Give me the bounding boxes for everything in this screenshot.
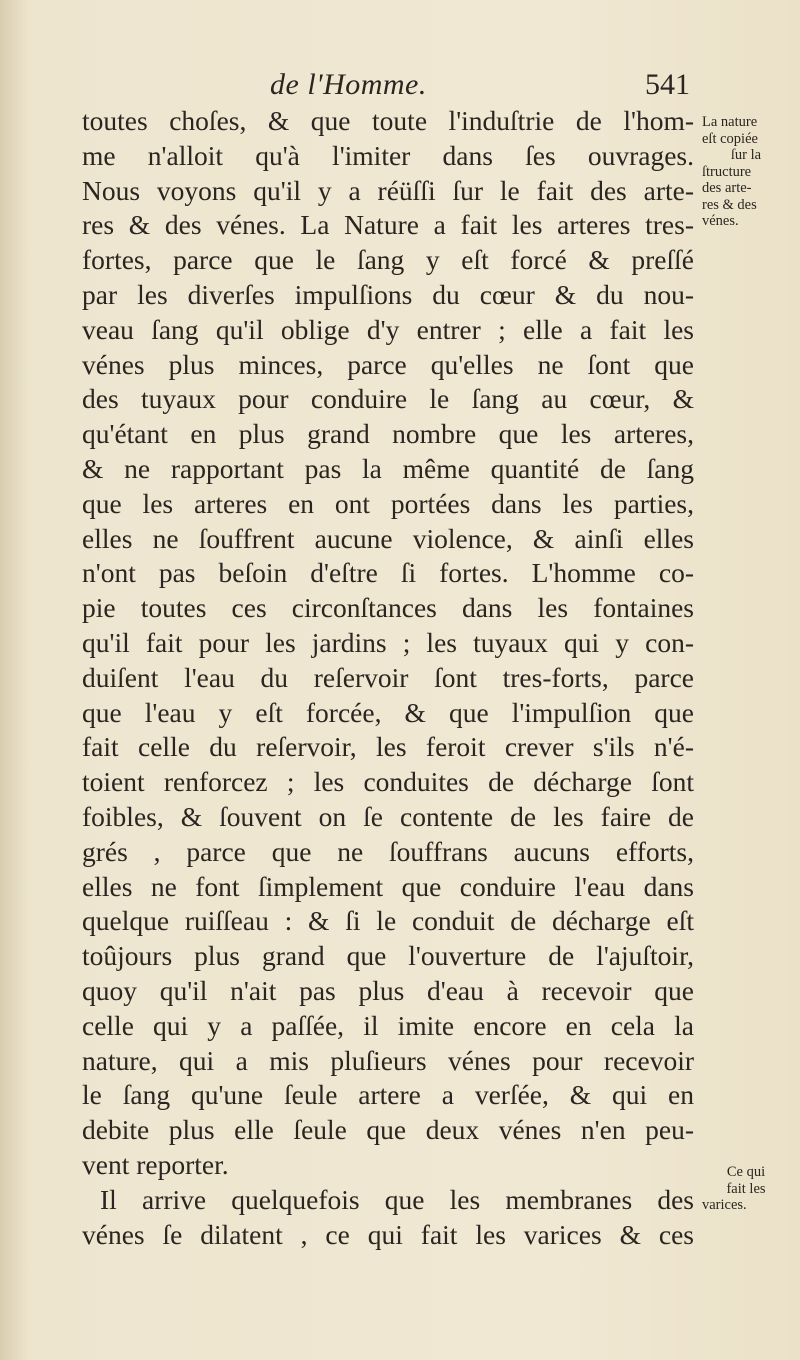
text-line: qu'étant en plus grand nombre que les arteres,: [82, 418, 694, 450]
page-number: 541: [645, 68, 690, 101]
text-line: nature, qui a mis pluſieurs vénes pour recevoir: [82, 1044, 694, 1076]
margin-note-line: ſur la: [730, 147, 762, 163]
margin-note-line: des arte-: [702, 180, 752, 196]
running-title: de l'Homme.: [270, 68, 427, 101]
text-line: que l'eau y eſt forcée, & que l'impulſion que: [82, 696, 694, 728]
margin-note-line: Ce qui: [726, 1164, 766, 1180]
text-line: fait celle du reſervoir, les feroit crever s'ils n'é-: [82, 731, 694, 763]
margin-note-line: eſt copiée: [702, 130, 758, 147]
text-line: foibles, & ſouvent on ſe contente de les faire de: [82, 800, 694, 832]
text-line: par les diverſes impulſions du cœur & du nou-: [82, 278, 694, 310]
margin-note-line: La nature: [702, 114, 758, 130]
text-line: le ſang qu'une ſeule artere a verſée, & qui en: [82, 1079, 694, 1111]
text-line: qu'il fait pour les jardins ; les tuyaux qui y con-: [82, 626, 694, 658]
text-line: vénes ſe dilatent , ce qui fait les varices & ces: [82, 1218, 694, 1250]
text-line: vénes plus minces, parce qu'elles ne ſont que: [82, 348, 694, 380]
margin-note-line: vénes.: [702, 213, 739, 229]
text-line: toûjours plus grand que l'ouverture de l'ajuſtoir,: [82, 940, 694, 972]
text-line: res & des vénes. La Nature a fait les arteres tres-: [82, 209, 694, 241]
margin-note-nature: [702, 114, 790, 230]
text-line: toient renforcez ; les conduites de décharge ſont: [82, 766, 694, 798]
text-line: des tuyaux pour conduire le ſang au cœur, &: [82, 383, 694, 415]
text-line: Nous voyons qu'il y a réüſſi ſur le fait des arte-: [82, 174, 694, 206]
text-line: pie toutes ces circonſtances dans les fontaines: [82, 592, 694, 624]
text-line: me n'alloit qu'à l'imiter dans ſes ouvrages.: [82, 139, 694, 171]
margin-note-line: fait les: [726, 1180, 766, 1197]
text-line: n'ont pas beſoin d'eſtre ſi fortes. L'homme co-: [82, 557, 694, 589]
text-line: & ne rapportant pas la même quantité de ſang: [82, 452, 694, 484]
body-text: [82, 104, 694, 1252]
text-line: elles ne font ſimplement que conduire l'eau dans: [82, 870, 694, 902]
text-line: debite plus elle ſeule que deux vénes n'en peu-: [82, 1114, 694, 1146]
text-line: vent reporter.: [82, 1148, 229, 1180]
paragraph-start-line: Il arrive quelquefois que les membranes des: [100, 1183, 694, 1215]
margin-note-line: res & des: [702, 196, 757, 213]
margin-note-line: varices.: [702, 1197, 747, 1213]
text-line: grés , parce que ne ſouffrans aucuns efforts,: [82, 835, 694, 867]
text-line: celle qui y a paſſée, il imite encore en cela la: [82, 1009, 694, 1041]
text-line: elles ne ſouffrent aucune violence, & ainſi elles: [82, 522, 694, 554]
text-line: toutes choſes, & que toute l'induſtrie de l'hom-: [82, 105, 694, 136]
text-line: duiſent l'eau du reſervoir ſont tres-forts, parce: [82, 661, 694, 693]
text-line: quoy qu'il n'ait pas plus d'eau à recevoir que: [82, 974, 694, 1006]
margin-note-varices: [702, 1164, 790, 1214]
text-line: quelque ruiſſeau : & ſi le conduit de décharge eſt: [82, 905, 694, 937]
margin-note-line: ſtructure: [702, 163, 752, 180]
page-header: [80, 68, 690, 108]
text-line: fortes, parce que le ſang y eſt forcé & preſſé: [82, 244, 694, 276]
text-line: que les arteres en ont portées dans les parties,: [82, 487, 694, 519]
text-line: veau ſang qu'il oblige d'y entrer ; elle a fait les: [82, 313, 694, 345]
